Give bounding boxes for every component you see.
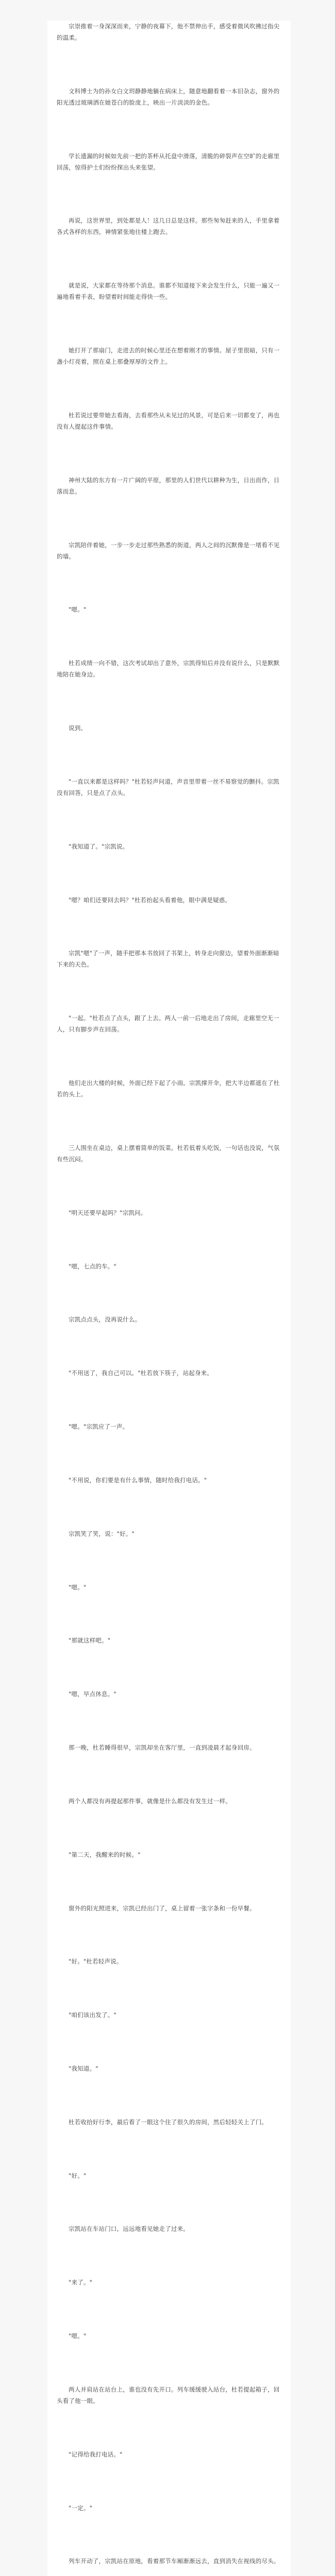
paragraph: "不用说，你们要是有什么事情，随时给我打电话。" (69, 1476, 207, 1484)
paragraph: 杜若收拾好行李，最后看了一眼这个住了很久的房间，然后轻轻关上了门。 (69, 2118, 268, 2126)
paragraph: 说到。 (69, 724, 87, 732)
paragraph: 杜若说过要带她去看海，去看那些从未见过的风景，可是后来一切都变了，再也没有人提起这件事情。 (57, 411, 280, 430)
paragraph: "来了。" (69, 2279, 93, 2286)
paragraph: "嗯，七点的车。" (69, 1262, 116, 1270)
paragraph: "我知道了。"宗凯说。 (69, 842, 129, 850)
paragraph: "咱们该出发了。" (69, 2011, 116, 2019)
paragraph: 就是说，大家都在等待那个消息。谁都不知道接下来会发生什么，只能一遍又一遍地看着手表，盼望着时间能走得快一些。 (57, 282, 280, 301)
paragraph: 文科博士为的孙女白文玥静静地躺在病床上，随意地翻看着一本旧杂志，窗外的阳光透过玻璃洒在她苍白的脸庞上，映出一片淡淡的金色。 (57, 87, 280, 106)
paragraph: 宗凯陪伴着她，一步一步走过那些熟悉的街道，两人之间的沉默像是一堵看不见的墙。 (57, 541, 280, 560)
paragraph: "记得给我打电话。" (69, 2450, 123, 2458)
paragraph: 神州大陆的东方有一片广阔的平原，那里的人们世代以耕种为生，日出而作，日落而息。 (57, 476, 280, 495)
paragraph: "第二天，我醒来的时候。" (69, 1851, 141, 1858)
article-body (47, 21, 291, 2576)
paragraph: "好。" (69, 2172, 87, 2179)
paragraph: 三人围坐在桌边，桌上摆着简单的饭菜。杜若低着头吃饭，一句话也没说，气氛有些沉闷。 (57, 1144, 280, 1163)
paragraph: "不用送了，我自己可以。"杜若放下筷子，站起身来。 (69, 1369, 213, 1377)
paragraph: 宗崇推着一身深深而来，宁静的夜幕下，他不禁伸出手，感受着微风吹拂过指尖的温柔。 (57, 23, 280, 41)
paragraph: 学长遗漏的时候如先前一把的茶杯从托盘中滑落，清脆的碎裂声在空旷的走廊里回荡，惊得护士们纷纷探出头来张望。 (57, 152, 280, 171)
paragraph: 宗凯点点头，没再说什么。 (69, 1316, 141, 1324)
paragraph: "好。"杜若轻声说。 (69, 1958, 123, 1965)
paragraph: "嗯。" (69, 1583, 87, 1591)
paragraph: 她打开了那扇门，走进去的时候心里还在想着刚才的事情。屋子里很暗，只有一盏小灯亮着，照在桌上那叠厚厚的文件上。 (57, 347, 280, 366)
paragraph: 窗外的阳光照进来，宗凯已经出门了，桌上留着一张字条和一份早餐。 (69, 1904, 256, 1912)
paragraph: "嗯。" (69, 606, 87, 614)
paragraph: 杜若成绩一向不错，这次考试却出了意外，宗凯得知后并没有说什么，只是默默地陪在她身边。 (57, 659, 280, 679)
paragraph: 再说，这世界里，到处都是人！这几日总是这样。那些匆匆赶来的人，手里拿着各式各样的东西，神情紧张地往楼上跑去。 (57, 217, 280, 236)
paragraph: "我知道。" (69, 2064, 98, 2072)
paragraph: 宗凯笑了笑，说："好。" (69, 1530, 135, 1537)
paragraph: 两个人都没有再提起那件事，就像是什么都没有发生过一样。 (69, 1797, 231, 1805)
paragraph: "一起。"杜若点了点头，跟了上去。两人一前一后地走出了房间，走廊里空无一人，只有脚步声在回荡。 (57, 1014, 279, 1033)
paragraph: 宗凯"嗯"了一声，随手把那本书放回了书架上，转身走向窗边，望着外面渐渐暗下来的天色。 (57, 950, 279, 969)
paragraph: "一直以来都是这样吗？"杜若轻声问道，声音里带着一丝不易察觉的颤抖。宗凯没有回答，只是点了点头。 (57, 777, 279, 796)
paragraph: "嗯。" (69, 2332, 87, 2340)
paragraph: 那一晚，杜若睡得很早，宗凯却坐在客厅里，一直到凌晨才起身回房。 (69, 1744, 256, 1752)
paragraph: 宗凯站在车站门口，远远地看见她走了过来。 (69, 2225, 189, 2233)
document-page (47, 21, 291, 2576)
paragraph: 他们走出大楼的时候，外面已经下起了小雨。宗凯撑开伞，把大半边都遮在了杜若的头上。 (57, 1079, 280, 1098)
paragraph: "嗯。"宗凯应了一声。 (69, 1423, 129, 1431)
paragraph: "那就这样吧。" (69, 1637, 111, 1645)
paragraph: "嗯，早点休息。" (69, 1690, 116, 1698)
paragraph: 列车开动了，宗凯站在原地，看着那节车厢渐渐远去，直到消失在视线的尽头。 (69, 2557, 280, 2565)
paragraph: "明天还要早起吗？"宗凯问。 (69, 1209, 147, 1216)
paragraph: "一定。" (69, 2504, 93, 2512)
paragraph: 两人并肩站在站台上，谁也没有先开口。列车缓缓驶入站台，杜若提起箱子，回头看了他一眼。 (57, 2385, 280, 2404)
paragraph: "嗯？咱们还要回去吗？"杜若抬起头看着他，眼中满是疑惑。 (69, 896, 231, 904)
